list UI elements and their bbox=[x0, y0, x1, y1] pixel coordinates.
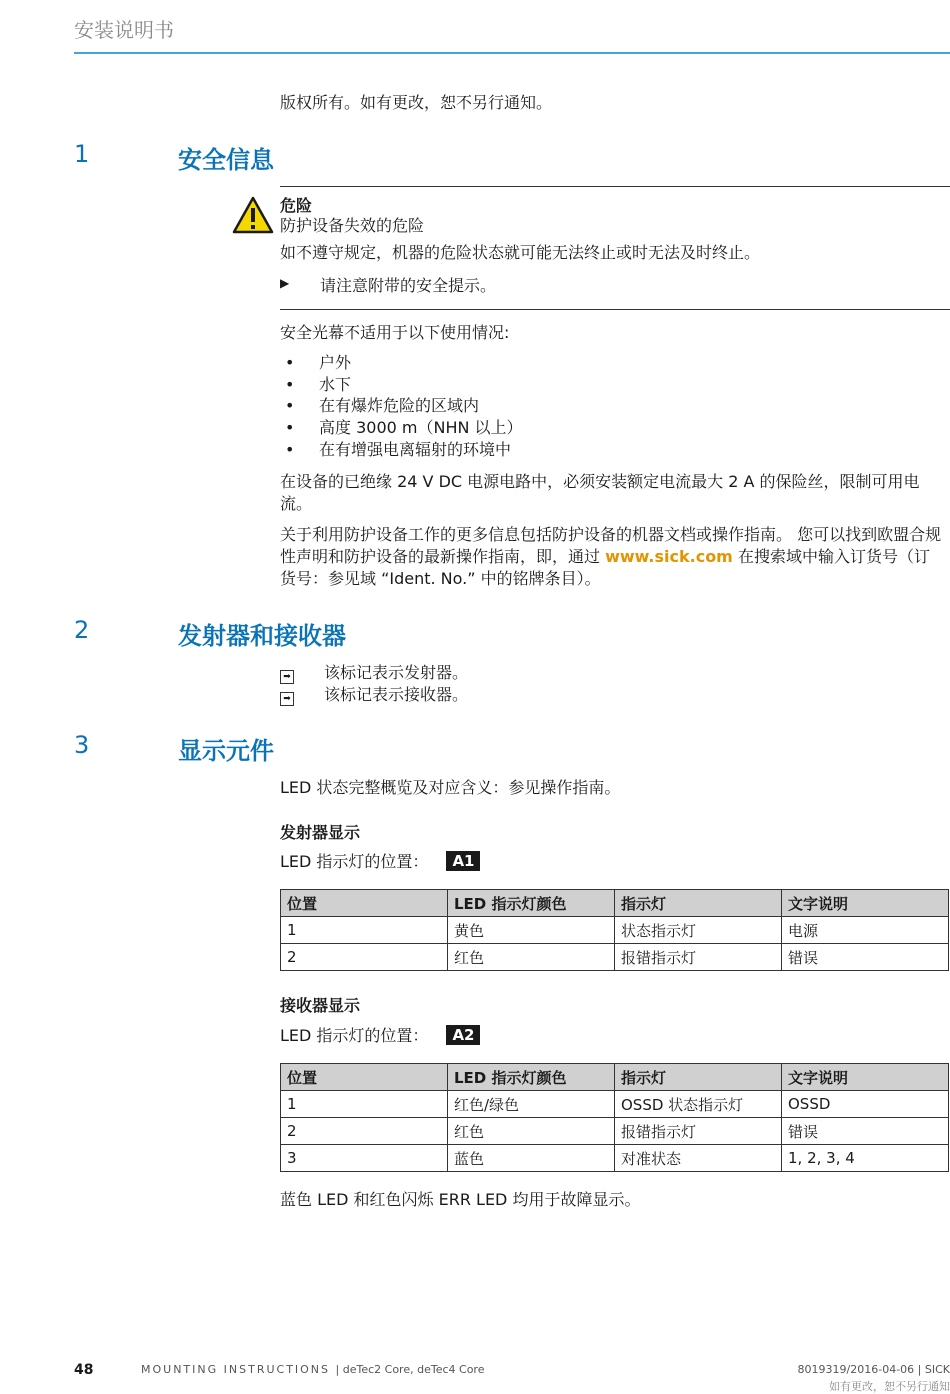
sender-mark-row: ➡ 该标记表示发射器。 bbox=[280, 662, 468, 684]
table-cell: 黄色 bbox=[448, 917, 615, 944]
led-overview-text: LED 状态完整概览及对应含义：参见操作指南。 bbox=[280, 778, 621, 797]
column-header: 指示灯 bbox=[615, 890, 782, 917]
table-row bbox=[281, 944, 949, 971]
sender-mark-icon: ➡ bbox=[280, 670, 294, 684]
warning-text: 如不遵守规定，机器的危险状态就可能无法终止或时无法及时终止。 bbox=[280, 243, 761, 262]
column-header: 文字说明 bbox=[782, 1064, 949, 1091]
bullet-icon: • bbox=[285, 353, 295, 372]
bullet-icon: • bbox=[285, 418, 295, 438]
page-number: 48 bbox=[74, 1362, 94, 1378]
bullet-icon: • bbox=[285, 439, 295, 459]
table-cell: 1 bbox=[281, 1091, 448, 1118]
bullet-icon: • bbox=[285, 374, 295, 394]
receiver-mark-row: ➡ 该标记表示接收器。 bbox=[280, 684, 468, 706]
document-header-title: 安装说明书 bbox=[74, 18, 174, 42]
more-info-paragraph: 关于利用防护设备工作的更多信息包括防护设备的机器文档或操作指南。 您可以找到欧盟合规性声明和防护设备的最新操作指南，即，通过 www.sick.com 在搜索域中输入订货号（订货号：参见域 “Ident. No.” 中的铭牌条目）。 bbox=[280, 525, 942, 588]
sender-display-heading: 发射器显示 bbox=[280, 823, 361, 842]
receiver-led-position: LED 指示灯的位置： A2 bbox=[280, 1025, 480, 1047]
warning-action: 请注意附带的安全提示。 bbox=[320, 276, 497, 295]
not-suitable-list bbox=[280, 352, 523, 460]
warning-heading: 危险 bbox=[280, 196, 313, 215]
fault-display-note: 蓝色 LED 和红色闪烁 ERR LED 均用于故障显示。 bbox=[280, 1190, 641, 1209]
column-header: LED 指示灯颜色 bbox=[448, 890, 615, 917]
table-row bbox=[281, 1118, 949, 1145]
action-arrow-icon: ▶ bbox=[280, 276, 290, 290]
section-3-number: 3 bbox=[74, 731, 90, 759]
table-cell: 报错指示灯 bbox=[615, 1118, 782, 1145]
sender-led-position: LED 指示灯的位置： A1 bbox=[280, 851, 480, 873]
receiver-display-heading: 接收器显示 bbox=[280, 996, 361, 1015]
table-row bbox=[281, 1145, 949, 1172]
column-header: LED 指示灯颜色 bbox=[448, 1064, 615, 1091]
table-cell: 错误 bbox=[782, 944, 949, 971]
sick-website-link[interactable]: www.sick.com bbox=[605, 547, 733, 566]
table-cell: 2 bbox=[281, 1118, 448, 1145]
list-item: • 高度 3000 m（NHN 以上） bbox=[285, 418, 523, 438]
table-cell: OSSD 状态指示灯 bbox=[615, 1091, 782, 1118]
section-1-title: 安全信息 bbox=[178, 146, 274, 174]
footer-document-type: MOUNTING INSTRUCTIONS | deTec2 Core, deTec4 Core bbox=[141, 1363, 485, 1376]
list-item: • 户外 bbox=[285, 353, 352, 372]
table-cell: 红色/绿色 bbox=[448, 1091, 615, 1118]
warning-subtitle: 防护设备失效的危险 bbox=[280, 216, 425, 235]
table-cell: 报错指示灯 bbox=[615, 944, 782, 971]
column-header: 位置 bbox=[281, 1064, 448, 1091]
column-header: 位置 bbox=[281, 890, 448, 917]
section-2-title: 发射器和接收器 bbox=[178, 622, 346, 650]
list-item: • 在有爆炸危险的区域内 bbox=[285, 396, 480, 416]
table-cell: 错误 bbox=[782, 1118, 949, 1145]
table-cell: OSSD bbox=[782, 1091, 949, 1118]
position-badge-a1: A1 bbox=[446, 851, 480, 871]
receiver-mark-icon: ➡ bbox=[280, 692, 294, 706]
column-header: 指示灯 bbox=[615, 1064, 782, 1091]
fuse-requirement: 在设备的已绝缘 24 V DC 电源电路中，必须安装额定电流最大 2 A 的保险丝，限制可用电流。 bbox=[280, 472, 920, 513]
table-cell: 对准状态 bbox=[615, 1145, 782, 1172]
footer-change-note: 如有更改，恕不另行通知 bbox=[829, 1380, 950, 1393]
receiver-led-table bbox=[280, 1063, 949, 1172]
position-badge-a2: A2 bbox=[446, 1025, 480, 1045]
column-header: 文字说明 bbox=[782, 890, 949, 917]
warning-triangle-icon bbox=[232, 196, 274, 234]
footer-doc-number: 8019319/2016-04-06 | SICK bbox=[797, 1363, 950, 1376]
table-cell: 蓝色 bbox=[448, 1145, 615, 1172]
header-divider bbox=[74, 52, 950, 54]
table-cell: 1, 2, 3, 4 bbox=[782, 1145, 949, 1172]
table-header-row bbox=[281, 1064, 949, 1091]
warning-bottom-rule bbox=[280, 309, 950, 310]
copyright-notice: 版权所有。如有更改，恕不另行通知。 bbox=[280, 93, 553, 112]
table-row bbox=[281, 1091, 949, 1118]
list-item: • 水下 bbox=[285, 374, 352, 394]
table-cell: 电源 bbox=[782, 917, 949, 944]
not-suitable-intro: 安全光幕不适用于以下使用情况: bbox=[280, 323, 510, 342]
table-cell: 红色 bbox=[448, 944, 615, 971]
table-cell: 1 bbox=[281, 917, 448, 944]
bullet-icon: • bbox=[285, 396, 295, 416]
table-cell: 3 bbox=[281, 1145, 448, 1172]
sender-led-table bbox=[280, 889, 949, 971]
list-item: • 在有增强电离辐射的环境中 bbox=[285, 439, 512, 459]
table-cell: 红色 bbox=[448, 1118, 615, 1145]
table-header-row bbox=[281, 890, 949, 917]
table-cell: 2 bbox=[281, 944, 448, 971]
warning-top-rule bbox=[280, 186, 950, 187]
table-row bbox=[281, 917, 949, 944]
section-1-number: 1 bbox=[74, 140, 90, 168]
section-3-title: 显示元件 bbox=[178, 737, 274, 765]
table-cell: 状态指示灯 bbox=[615, 917, 782, 944]
section-2-number: 2 bbox=[74, 616, 90, 644]
